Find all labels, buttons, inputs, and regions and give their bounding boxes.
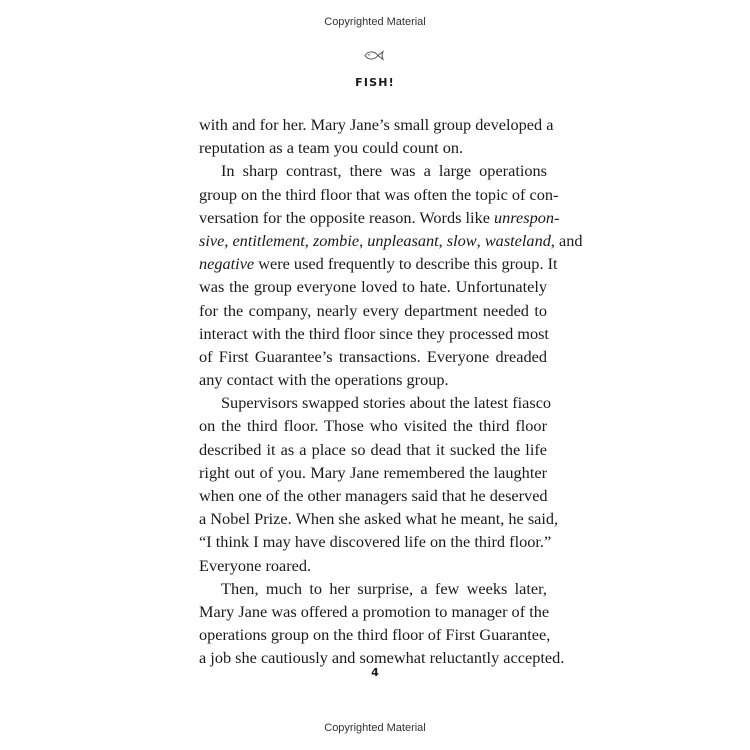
italic-term: negative (199, 254, 255, 274)
text-line: for the company, nearly every department needed to (199, 300, 547, 320)
italic-term: slow (446, 230, 477, 250)
text-line: “I think I may have discovered life on the third floor.” (199, 532, 552, 552)
text-run: were used frequently to describe this group. It (254, 254, 558, 274)
text-line (199, 229, 583, 252)
text-run: versation for the opposite reason. Words like (199, 207, 495, 227)
text-line: In sharp contrast, there was a large operations (221, 161, 547, 181)
italic-term: unpleasant (367, 230, 439, 250)
text-line: interact with the third floor since they processed most (199, 323, 549, 343)
italic-term: unrespon- (494, 207, 560, 227)
text-line: described it as a place so dead that it sucked the life (199, 439, 547, 459)
text-run: , (359, 230, 368, 250)
text-line: Mary Jane was offered a promotion to manager of the (199, 601, 550, 621)
text-line (199, 206, 560, 229)
fish-icon (364, 50, 384, 61)
text-line: Then, much to her surprise, a few weeks later, (221, 578, 547, 598)
body-text (199, 113, 583, 670)
text-run: , (476, 230, 485, 250)
text-line: any contact with the operations group. (199, 370, 449, 390)
text-line: a job she cautiously and somewhat reluctantly accepted. (199, 648, 565, 668)
running-head: FISH! (355, 76, 395, 89)
text-line: of First Guarantee’s transactions. Everyone dreaded (199, 346, 547, 366)
text-line: operations group on the third floor of First Guarantee, (199, 625, 551, 645)
copyright-notice-top: Copyrighted Material (324, 16, 426, 28)
copyright-notice-bottom: Copyrighted Material (324, 722, 426, 734)
italic-term: wasteland (484, 230, 551, 250)
text-line: reputation as a team you could count on. (199, 138, 464, 158)
text-line: on the third floor. Those who visited the third floor (199, 416, 547, 436)
text-run: , (304, 230, 313, 250)
italic-term: zombie (312, 230, 360, 250)
text-line: when one of the other managers said that he deserved (199, 486, 548, 505)
text-line: Everyone roared. (199, 555, 312, 575)
text-run: , (438, 230, 447, 250)
text-line: group on the third floor that was often the topic of con- (199, 184, 559, 204)
text-line: Supervisors swapped stories about the latest fiasco (221, 393, 552, 413)
text-line: a Nobel Prize. When she asked what he meant, he said, (199, 509, 559, 529)
text-line (199, 252, 558, 275)
text-run: , (224, 230, 233, 250)
text-line: with and for her. Mary Jane’s small group developed a (199, 115, 554, 134)
text-line: was the group everyone loved to hate. Unfortunately (199, 277, 547, 297)
page-number: 4 (371, 666, 379, 679)
italic-term: entitlement (232, 230, 305, 250)
italic-term: sive (199, 230, 225, 250)
text-line: right out of you. Mary Jane remembered the laughter (199, 462, 547, 482)
text-run: , and (550, 230, 583, 250)
